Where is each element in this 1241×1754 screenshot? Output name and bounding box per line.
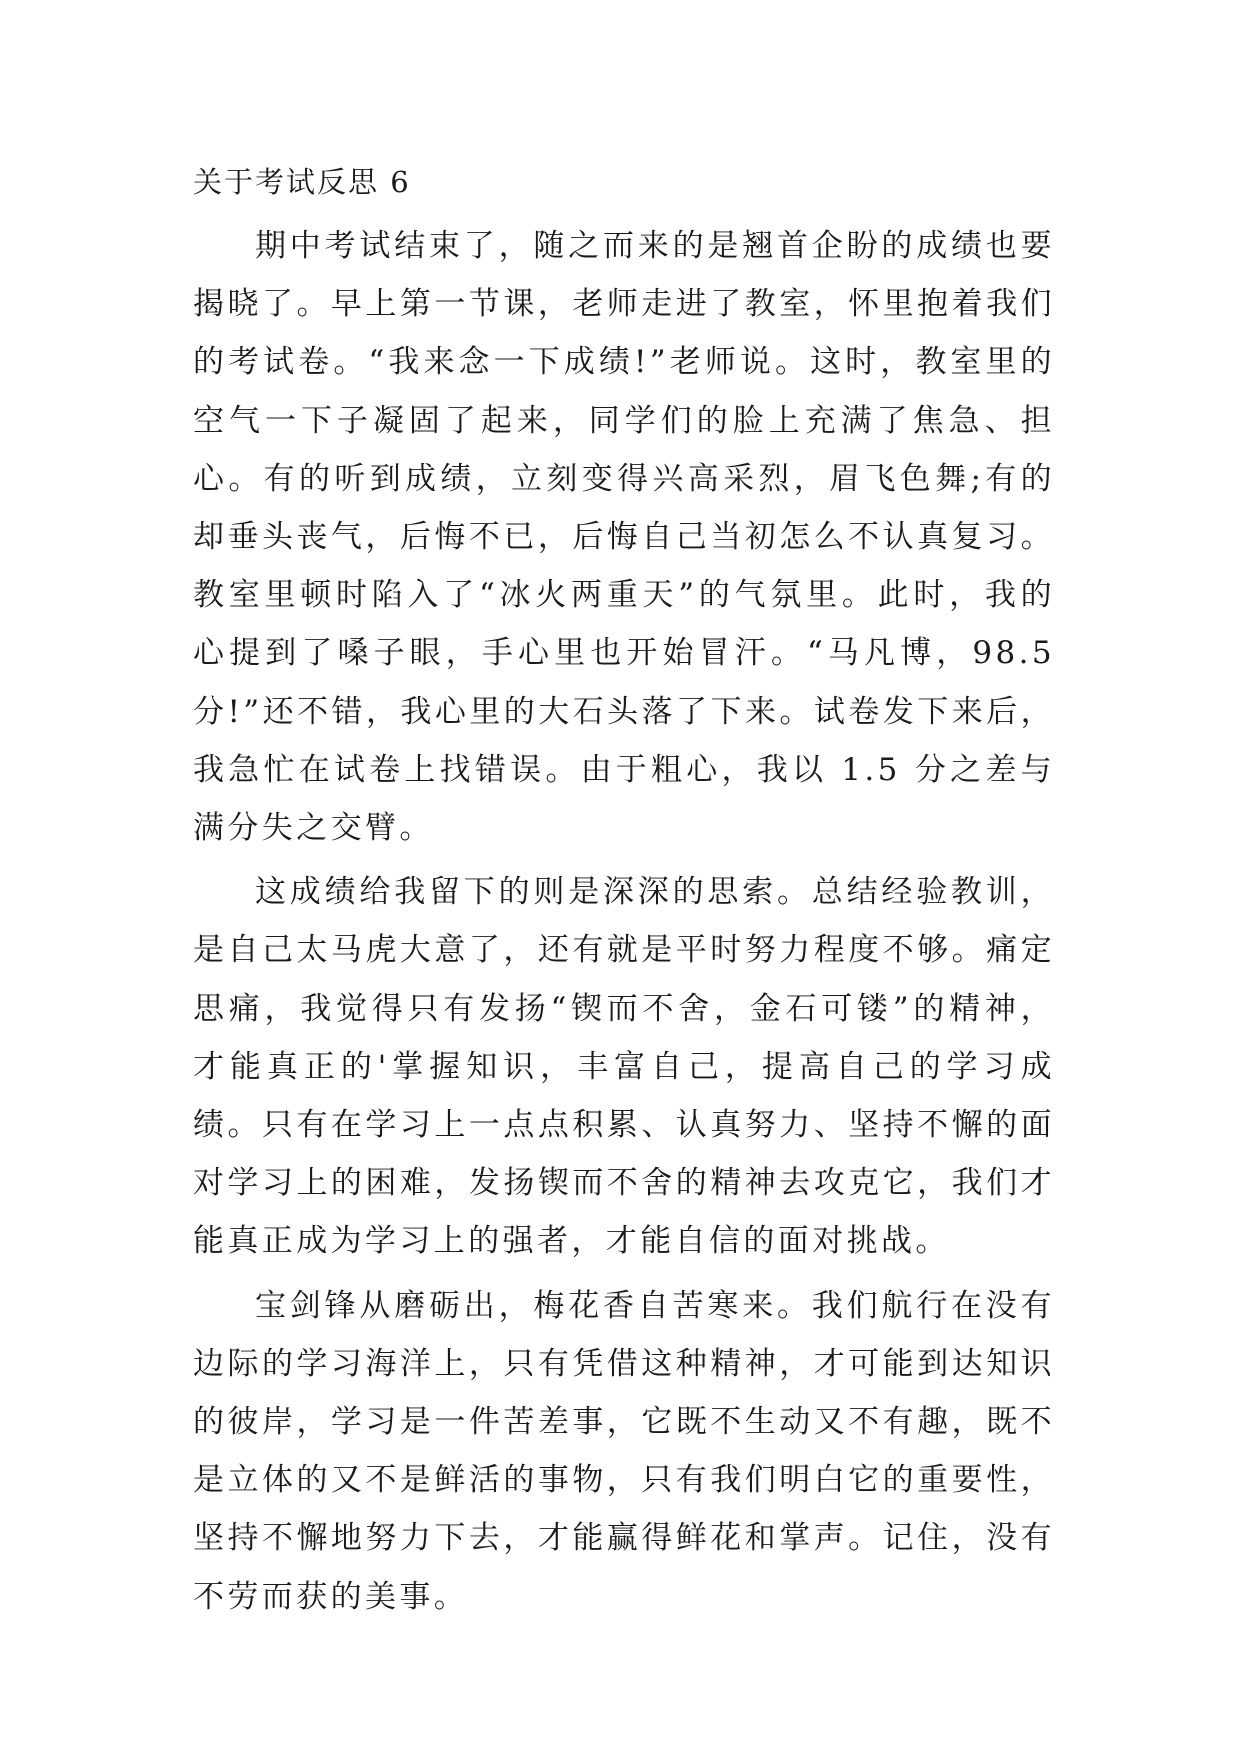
paragraph-3: 宝剑锋从磨砺出，梅花香自苦寒来。我们航行在没有边际的学习海洋上，只有凭借这种精神，才可能到达知识的彼岸，学习是一件苦差事，它既不生动又不有趣，既不是立体的又不是鲜活的事物，只有我们明白它的重要性，坚持不懈地努力下去，才能赢得鲜花和掌声。记住，没有不劳而获的美事。 [193, 1287, 1055, 1615]
paragraph-2: 这成绩给我留下的则是深深的思索。总结经验教训，是自己太马虎大意了，还有就是平时努力程度不够。痛定思痛，我觉得只有发扬“锲而不舍，金石可镂”的精神，才能真正的'掌握知识，丰富自己，提高自己的学习成绩。只有在学习上一点点积累、认真努力、坚持不懈的面对学习上的困难，发扬锲而不舍的精神去攻克它，我们才能真正成为学习上的强者，才能自信的面对挑战。 [193, 874, 1055, 1260]
document-title: 关于考试反思 6 [193, 165, 411, 199]
paragraph-1: 期中考试结束了，随之而来的是翘首企盼的成绩也要揭晓了。早上第一节课，老师走进了教室，怀里抱着我们的考试卷。“我来念一下成绩!”老师说。这时，教室里的空气一下子凝固了起来，同学们的脸上充满了焦急、担心。有的听到成绩，立刻变得兴高采烈，眉飞色舞;有的却垂头丧气，后悔不已，后悔自己当初怎么不认真复习。教室里顿时陷入了“冰火两重天”的气氛里。此时，我的心提到了嗓子眼，手心里也开始冒汗。“马凡博，98.5 分!”还不错，我心里的大石头落了下来。试卷发下来后，我急忙在试卷上找错误。由于粗心，我以 1.5 分之差与满分失之交臂。 [193, 228, 1055, 847]
document-body [193, 160, 1055, 1626]
